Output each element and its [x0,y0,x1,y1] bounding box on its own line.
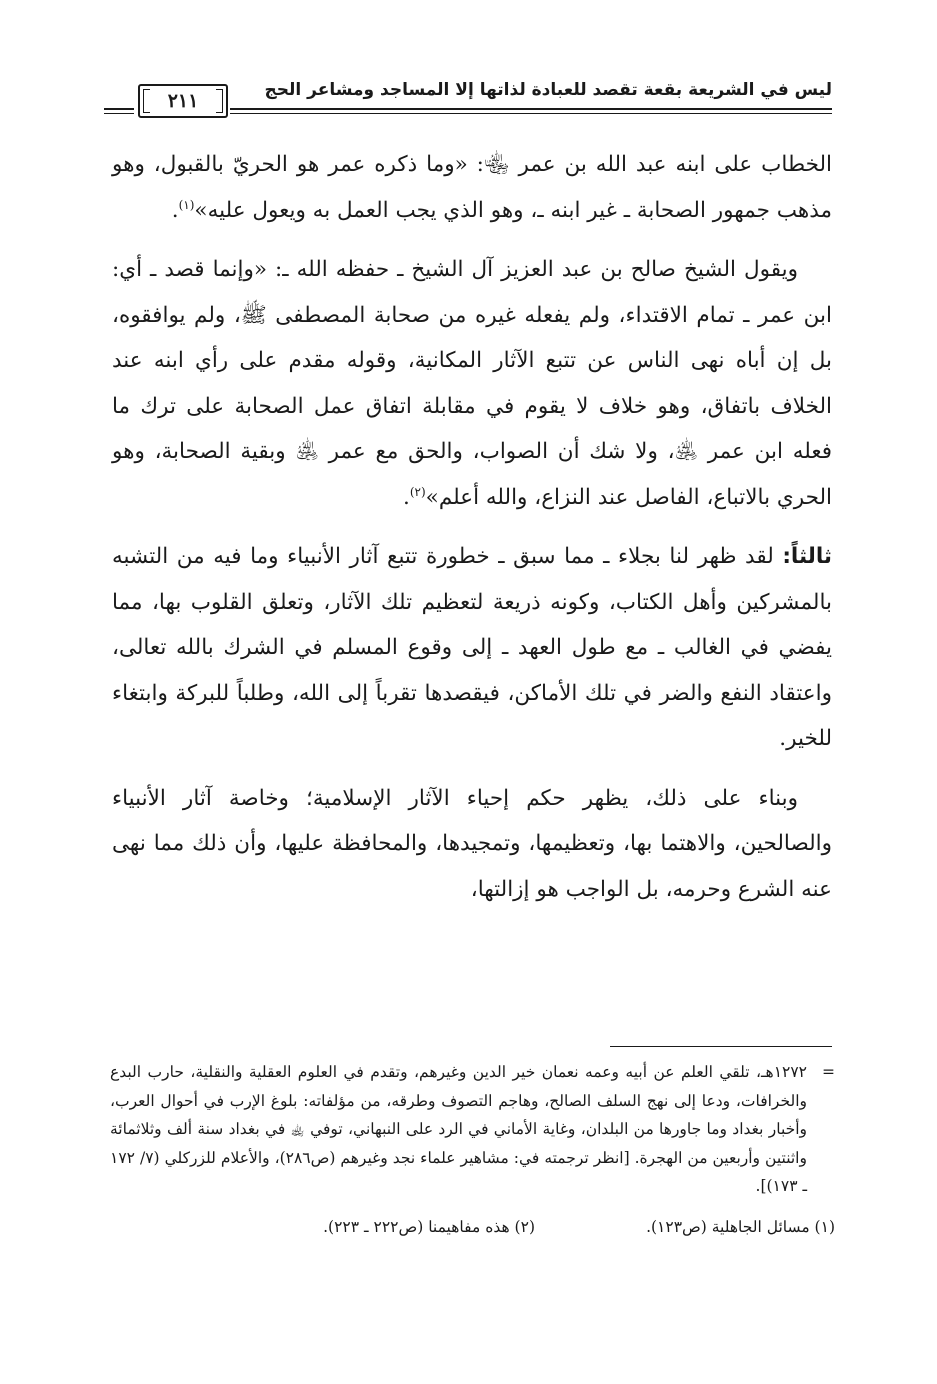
footnotes [110,1058,835,1241]
paragraph-3 [112,534,832,762]
page-header [112,78,832,118]
footnote-continuation-text: ١٢٧٢هـ، تلقي العلم عن أبيه وعمه نعمان خير الدين وغيرهم، وتقدم في العلوم العقلية والنقلية، حارب البدع والخرافات، ودعا إلى نهج السلف الصالح، وهاجم التصوف وطرقه، من مؤلفاته: بلوغ الإرب في أحوال العرب، وأخبار بغداد وما جاورها من البلدان، وغاية الأماني في الرد على النبهاني، توفي ﵀ في بغداد سنة ألف وثلاثمائة واثنتين وأربعين من الهجرة. [انظر ترجمته في: مشاهير علماء نجد وغيرهم (ص٢٨٦)، والأعلام للزركلي (٧/ ١٧٢ ـ ١٧٣)]. [110,1063,807,1195]
main-text [112,142,832,926]
footnote-ref-1: (١) [178,197,195,212]
footnote-list [110,1213,835,1242]
footnote-continuation [110,1058,835,1201]
continuation-mark: = [822,1063,835,1081]
footnote-1: (١) مسائل الجاهلية (ص١٢٣). [646,1217,835,1236]
footnote-ref-2: (٢) [409,484,426,499]
paragraph-1 [112,142,832,233]
running-title: ليس في الشريعة بقعة تقصد للعبادة لذاتها إلا المساجد ومشاعر الحج [264,80,832,100]
header-rule [230,108,832,114]
page-number: ٢١١ [138,84,228,118]
paragraph-2-text: ويقول الشيخ صالح بن عبد العزيز آل الشيخ ـ حفظه الله ـ: «وإنما قصد ـ أي: ابن عمر ـ تمام الاقتداء، ولم يفعله غيره من صحابة المصطفى ﷺ، ولم يوافقوه، بل إن أباه نهى الناس عن تتبع الآثار المكانية، وقوله مقدم على رأي ابنه عند الخلاف باتفاق، وهو خلاف لا يقوم في مقابلة اتفاق عمل الصحابة على ترك ما فعله ابن عمر ﵁، ولا شك أن الصواب، والحق مع عمر ﵁ وبقية الصحابة، وهو الحري بالاتباع، الفاصل عند النزاع، والله أعلم» [112,257,832,510]
footnote-2: (٢) هذه مفاهيمنا (ص٢٢٢ ـ ٢٢٣). [323,1217,535,1236]
paragraph-2-end: . [403,484,410,510]
section-lead: ثالثاً: [782,544,832,569]
paragraph-4 [112,776,832,913]
paragraph-3-text: لقد ظهر لنا بجلاء ـ مما سبق ـ خطورة تتبع آثار الأنبياء وما فيه من التشبه بالمشركين وأهل الكتاب، وكونه ذريعة لتعظيم تلك الآثار، وتعلق القلوب بها، مما يفضي في الغالب ـ مع طول العهد ـ إلى وقوع المسلم في الشرك بالله تعالى، واعتقاد النفع والضر في تلك الأماكن، فيقصدها تقرباً إلى الله، وطلباً للبركة وابتغاء للخير. [112,544,832,751]
paragraph-4-text: وبناء على ذلك، يظهر حكم إحياء الآثار الإسلامية؛ وخاصة آثار الأنبياء والصالحين، والاهتما بها، وتعظيمها، وتمجيدها، والمحافظة عليها، وأن ذلك مما نهى عنه الشرع وحرمه، بل الواجب هو إزالتها، [112,785,832,902]
paragraph-1-text: الخطاب على ابنه عبد الله بن عمر ﵄: «وما ذكره عمر هو الحريّ بالقبول، وهو مذهب جمهور الصحابة ـ غير ابنه ـ، وهو الذي يجب العمل به ويعول عليه» [112,152,832,223]
paragraph-1-end: . [171,197,179,223]
paragraph-2 [112,247,832,520]
footnote-separator [610,1046,832,1047]
header-rule-left [104,108,134,114]
